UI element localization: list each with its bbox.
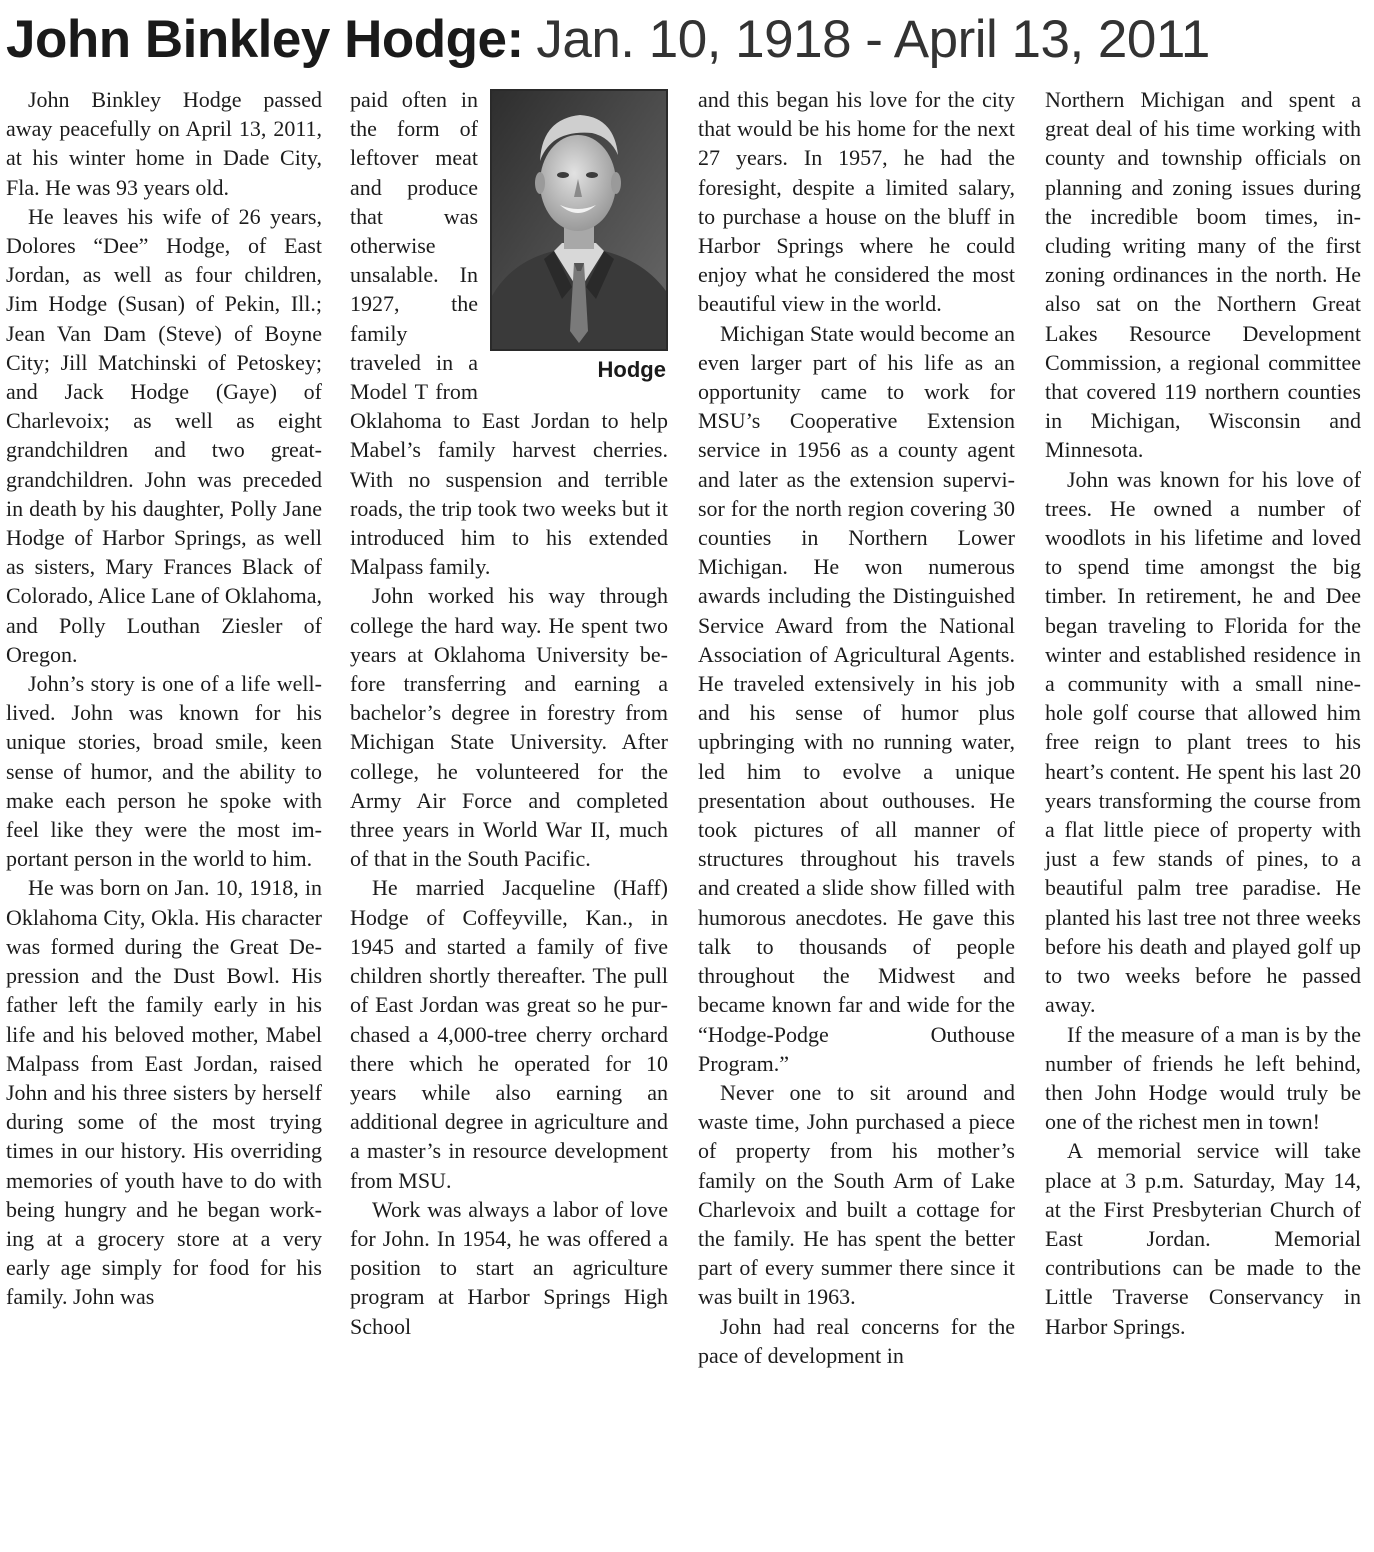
- paragraph: He married Jacqueline (Haff) Hodge of Coffeyville, Kan., in 1945 and started a family of five children shortly thereafter. The pull of East Jordan was great so he purchased a 4,000-tree cherry orchard there which he operated for 10 years while also earning an additional degree in agriculture and a master’s in resource development from MSU.: [350, 875, 668, 1193]
- paragraph: He leaves his wife of 26 years, Dolores “Dee” Hodge, of East Jordan, as well as four children, Jim Hodge (Susan) of Pekin, Ill.; Jean Van Dam (Steve) of Boyne City; Jill Matchinski of Petoskey; and Jack Hodge (Gaye) of Charlevoix; as well as eight grandchildren and two great-grandchildren. John was preceded in death by his daughter, Polly Jane Hodge of Harbor Springs, as well as sisters, Mary Frances Black of Colorado, Alice Lane of Oklahoma, and Polly Louthan Ziesler of Oregon.: [6, 203, 322, 667]
- portrait-photo: [490, 89, 668, 351]
- paragraph: and this began his love for the city that would be his home for the next 27 years. In 1957, he had the foresight, despite a limited salary, to purchase a house on the bluff in Harbor Springs where he could enjoy what he considered the most beautiful view in the world.: [698, 87, 1015, 317]
- paragraph: Michigan State would become an even larger part of his life as an opportunity came to work for MSU’s Cooperative Extension service in 1956 as a county agent and later as the extension supervisor for the north region covering 30 counties in Northern Lower Michigan. He won numerous awards including the Distinguished Service Award from the National Association of Agricultural Agents. He traveled extensively in his job and his sense of humor plus upbringing with no running water, led him to evolve a unique presentation about outhouses. He took pictures of all manner of structures throughout his travels and created a slide show filled with humorous anecdotes. He gave this talk to thousands of people throughout the Midwest and became known far and wide for the “Hodge-Podge Outhouse Program.”: [698, 320, 1015, 1076]
- paragraph: Northern Michigan and spent a great deal of his time working with county and township officials on planning and zoning issues during the incredible boom times, including writing many of the first zoning ordinances in the north. He also sat on the Northern Great Lakes Resource Development Commission, a regional committee that covered 119 northern counties in Michigan, Wisconsin and Minnesota.: [1045, 87, 1361, 463]
- column-3: [698, 85, 1015, 1370]
- paragraph: John Binkley Hodge passed away peacefully on April 13, 2011, at his winter home in Dade City, Fla. He was 93 years old.: [6, 87, 322, 200]
- paragraph: A memorial service will take place at 3 p.m. Saturday, May 14, at the First Presbyterian Church of East Jordan. Memorial contributions can be made to the Little Traverse Conservancy in Harbor Springs.: [1045, 1138, 1361, 1339]
- paragraph: Never one to sit around and waste time, John purchased a piece of property from his mother’s family on the South Arm of Lake Charlevoix and built a cottage for the family. He has spent the better part of every summer there since it was built in 1963.: [698, 1079, 1015, 1310]
- paragraph: John had real concerns for the pace of development in: [698, 1313, 1015, 1368]
- paragraph: John worked his way through college the hard way. He spent two years at Oklahoma University before transferring and earning a bachelor’s degree in forestry from Michigan State University. After college, he volunteered for the Army Air Force and completed three years in World War II, much of that in the South Pacific.: [350, 583, 668, 872]
- paragraph: paid often in the form of leftover meat and produce that was otherwise unsalable. In 1927, the family traveled in a Model T from Oklahoma to East Jordan to help Mabel’s family harvest cherries. With no suspension and terrible roads, the trip took two weeks but it introduced him to his extended Malpass family.: [350, 87, 668, 580]
- portrait-figure: [490, 89, 668, 397]
- photo-caption: Hodge: [597, 357, 666, 382]
- paragraph: If the measure of a man is by the number of friends he left behind, then John Hodge would truly be one of the richest men in town!: [1045, 1021, 1361, 1135]
- column-1: [6, 85, 322, 1312]
- paragraph: He was born on Jan. 10, 1918, in Oklahoma City, Okla. His character was formed during the Great Depression and the Dust Bowl. His father left the family early in his life and his beloved mother, Mabel Malpass from East Jordan, raised John and his three sisters by herself during some of the most trying times in our history. His overriding memories of youth have to do with being hungry and he began working at a grocery store at a very early age simply for food for his family. John was: [6, 875, 322, 1310]
- headline: [6, 8, 1210, 72]
- headline-dates: Jan. 10, 1918 - April 13, 2011: [536, 10, 1210, 69]
- paragraph: Work was always a labor of love for John. In 1954, he was offered a position to start an agriculture program at Harbor Springs High School: [350, 1196, 668, 1339]
- paragraph: John’s story is one of a life well-lived. John was known for his unique stories, broad smile, keen sense of humor, and the ability to make each person he spoke with feel like they were the most important person in the world to him.: [6, 671, 322, 872]
- column-2: [350, 85, 668, 1341]
- headline-name: John Binkley Hodge:: [6, 10, 524, 69]
- column-4: [1045, 85, 1361, 1341]
- paragraph: John was known for his love of trees. He owned a number of woodlots in his lifetime and loved to spend time amongst the big timber. In retirement, he and Dee began traveling to Florida for the winter and established residence in a community with a small nine-hole golf course that allowed him free reign to plant trees to his heart’s content. He spent his last 20 years transforming the course from a flat little piece of property with just a few stands of pines, to a beautiful palm tree paradise. He planted his last tree not three weeks before his death and played golf up to two weeks before he passed away.: [1045, 466, 1361, 1018]
